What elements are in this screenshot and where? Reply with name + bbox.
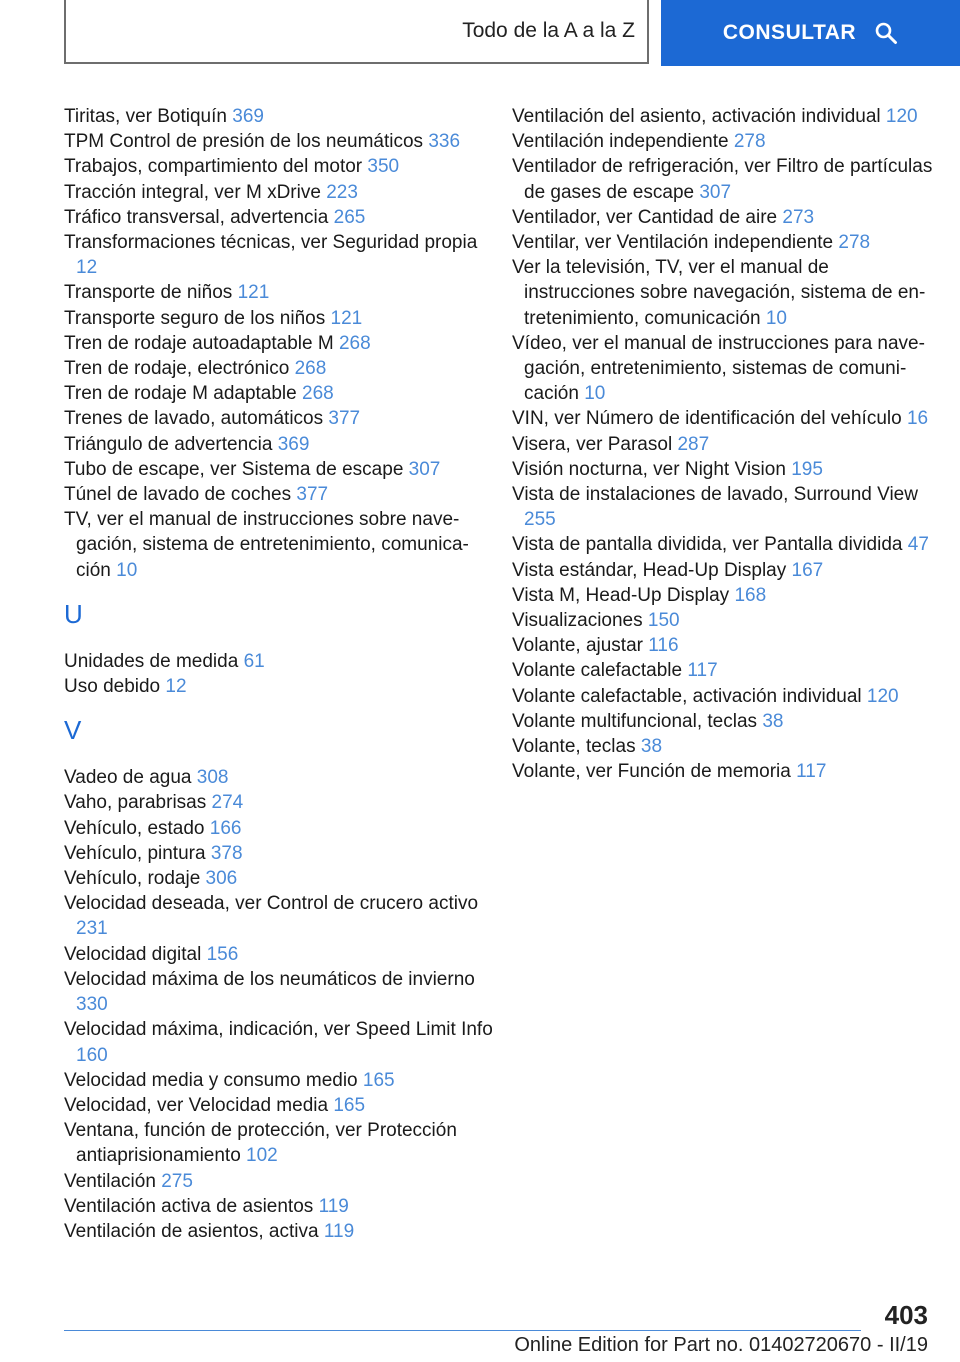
index-entry-page-link[interactable]: 119 [323, 1220, 355, 1242]
index-entry-page-link[interactable]: 377 [328, 408, 361, 430]
index-entry-text: TPM Control de presión de los neumáticos [64, 131, 424, 153]
index-entry-page-link[interactable]: 121 [330, 307, 363, 329]
consult-button[interactable] [661, 0, 960, 66]
index-entry-text: Vehículo, pintura [64, 842, 206, 864]
index-entry-text: Trenes de lavado, automáticos [64, 408, 324, 430]
index-entry-page-link[interactable]: 273 [782, 206, 815, 228]
index-entry [512, 532, 937, 557]
index-entry-page-link[interactable]: 274 [211, 792, 244, 814]
index-entry-page-link[interactable]: 102 [246, 1145, 278, 1167]
index-entry [64, 1093, 494, 1118]
index-entry-page-link[interactable]: 378 [210, 842, 243, 864]
index-entry [64, 507, 494, 583]
index-entry-text: Transporte de niños [64, 282, 233, 304]
section-title-box [64, 0, 649, 64]
index-entry-text: Tráfico transversal, advertencia [64, 206, 329, 228]
index-entry [64, 1068, 494, 1093]
index-entry [512, 759, 937, 784]
footer-edition: Online Edition for Part no. 01402720670 - II/19 [514, 1334, 928, 1356]
index-entry-text: Vista de pantalla dividida, ver Pantalla dividida [512, 534, 903, 556]
index-entry-page-link[interactable]: 223 [326, 181, 358, 203]
index-entry [64, 1118, 494, 1168]
index-entry [64, 790, 494, 815]
index-entry-text: Transformaciones técnicas, ver Seguridad propia [64, 232, 478, 254]
index-entry [512, 734, 937, 759]
index-entry-page-link[interactable]: 156 [206, 943, 239, 965]
index-entry-text: Ventilador, ver Cantidad de aire [512, 206, 778, 228]
index-entry-text: Ventilar, ver Ventilación independiente [512, 232, 834, 254]
index-entry-text: Volante calefactable [512, 660, 683, 682]
index-entry [512, 432, 937, 457]
index-entry-page-link[interactable]: 10 [765, 307, 787, 329]
index-entry-page-link[interactable]: 120 [885, 106, 918, 127]
index-entry-text: Visera, ver Parasol [512, 433, 673, 455]
index-entry-page-link[interactable]: 255 [524, 509, 556, 531]
index-entry-text: Volante multifuncional, teclas [512, 710, 758, 732]
index-entry-page-link[interactable]: 120 [866, 685, 899, 707]
index-entry [64, 457, 494, 482]
index-entry [64, 381, 494, 406]
index-entry-text: Volante, ver Función de memoria [512, 761, 791, 783]
index-entry [512, 331, 937, 407]
index-entry-page-link[interactable]: 47 [907, 534, 929, 556]
index-entry [64, 205, 494, 230]
index-entry [64, 1169, 494, 1194]
index-entry-page-link[interactable]: 168 [734, 584, 767, 606]
index-entry-page-link[interactable]: 268 [294, 358, 327, 380]
index-entry-page-link[interactable]: 12 [165, 676, 187, 698]
index-entry-page-link[interactable]: 16 [906, 408, 929, 430]
index-entry-text: Tren de rodaje autoadaptable M [64, 332, 334, 354]
index-entry-page-link[interactable]: 350 [367, 156, 400, 178]
index-entry-text: Velocidad máxima, indicación, ver Speed Limit Info [64, 1019, 493, 1041]
index-entry-page-link[interactable]: 117 [687, 660, 718, 682]
index-entry-text: Vadeo de agua [64, 767, 192, 789]
index-entry-page-link[interactable]: 306 [205, 868, 238, 890]
index-entry-text: Volante, ajustar [512, 635, 643, 657]
index-entry-text: Túnel de lavado de coches [64, 484, 292, 506]
index-entry [64, 841, 494, 866]
index-entry [512, 709, 937, 734]
index-entry [512, 684, 937, 709]
index-entry-text: Velocidad máxima de los neumáticos de invierno [64, 968, 475, 990]
index-entry [512, 154, 937, 204]
index-entry-text: Vista M, Head-Up Display [512, 584, 730, 606]
index-entry [64, 816, 494, 841]
index-entry-text: Velocidad deseada, ver Control de crucero activo [64, 893, 479, 915]
index-entry-text: Tracción integral, ver M xDrive [64, 181, 321, 203]
index-entry-text: Vehículo, estado [64, 817, 205, 839]
index-entry [64, 866, 494, 891]
index-entry-page-link[interactable]: 12 [76, 257, 98, 279]
index-entry-page-link[interactable]: 268 [338, 332, 371, 354]
index-entry-text: Velocidad media y consumo medio [64, 1069, 358, 1091]
index-entry-page-link[interactable]: 150 [647, 610, 680, 632]
index-letter-heading: U [64, 598, 83, 629]
index-entry-page-link[interactable]: 167 [791, 559, 824, 581]
index-entry-text: Trabajos, compartimiento del motor [64, 156, 363, 178]
index-entry-page-link[interactable]: 330 [76, 994, 108, 1016]
index-entry [64, 180, 494, 205]
index-entry-text: Unidades de medida [64, 650, 239, 672]
index-entry [64, 406, 494, 431]
index-entry-page-link[interactable]: 369 [277, 433, 310, 455]
index-entry [64, 230, 494, 280]
index-entry-page-link[interactable]: 307 [408, 458, 441, 480]
index-entry [64, 280, 494, 305]
index-entry-page-link[interactable]: 38 [762, 710, 784, 732]
index-entry [64, 1219, 494, 1244]
index-entry [512, 583, 937, 608]
index-entry-page-link[interactable]: 268 [302, 383, 334, 405]
index-entry [64, 129, 494, 154]
index-entry [64, 482, 494, 507]
index-entry [64, 331, 494, 356]
index-entry-text: Volante, teclas [512, 736, 636, 758]
index-column-left [64, 104, 494, 1244]
index-entry-text: Velocidad, ver Velocidad media [64, 1094, 329, 1116]
index-entry-page-link[interactable]: 10 [116, 559, 138, 581]
index-entry-page-link[interactable]: 369 [232, 106, 264, 127]
index-entry-text: Triángulo de advertencia [64, 433, 273, 455]
index-entry-page-link[interactable]: 10 [584, 383, 606, 405]
index-entry [64, 942, 494, 967]
index-entry-text: Transporte seguro de los niños [64, 307, 326, 329]
index-entry-text: Uso debido [64, 676, 161, 698]
index-entry [512, 482, 937, 532]
index-entry-text: Tren de rodaje, electrónico [64, 358, 290, 380]
index-entry [64, 432, 494, 457]
index-entry [64, 154, 494, 179]
index-entry-text: Visión nocturna, ver Night Vision [512, 458, 786, 480]
index-entry-page-link[interactable]: 117 [796, 761, 827, 783]
index-entry-page-link[interactable]: 231 [76, 918, 108, 940]
index-entry-text: Vista estándar, Head-Up Display [512, 559, 787, 581]
index-entry [64, 104, 494, 129]
index-entry [64, 356, 494, 381]
index-entry-page-link[interactable]: 278 [838, 232, 871, 254]
index-entry [512, 255, 937, 331]
index-entry-text: Ventilador de refrigeración, ver Filtro de partículas de gases de escape [512, 156, 933, 203]
index-entry-page-link[interactable]: 275 [161, 1170, 193, 1192]
index-entry-page-link[interactable]: 165 [362, 1069, 395, 1091]
index-entry-text: Tubo de escape, ver Sistema de escape [64, 458, 404, 480]
index-entry-page-link[interactable]: 61 [243, 650, 265, 672]
index-entry-page-link[interactable]: 278 [733, 131, 766, 153]
index-entry-page-link[interactable]: 308 [196, 767, 229, 789]
index-entry-text: Vaho, parabrisas [64, 792, 207, 814]
index-entry [64, 765, 494, 790]
index-entry-text: Velocidad digital [64, 943, 202, 965]
index-entry [512, 658, 937, 683]
section-title: Todo de la A a la Z [462, 19, 635, 42]
index-entry-page-link[interactable]: 287 [677, 433, 710, 455]
index-entry-text: VIN, ver Número de identificación del vehículo [512, 408, 902, 430]
index-entry-page-link[interactable]: 121 [237, 282, 270, 304]
index-entry [512, 129, 937, 154]
index-entry-text: Tren de rodaje M adaptable [64, 383, 297, 405]
footer-divider [64, 1330, 861, 1331]
index-entry-page-link[interactable]: 336 [428, 131, 461, 153]
index-entry-text: Ventilación de asientos, activa [64, 1220, 319, 1242]
index-entry [512, 558, 937, 583]
index-entry [64, 1017, 494, 1067]
index-entry-page-link[interactable]: 119 [318, 1195, 349, 1217]
index-entry-text: Volante calefactable, activación individual [512, 685, 862, 707]
index-entry [512, 633, 937, 658]
index-entry-text: Ventilación independiente [512, 131, 729, 153]
index-entry [512, 608, 937, 633]
index-entry-text: Vídeo, ver el manual de instrucciones para navegación, entretenimiento, sistemas de comunicación [512, 332, 925, 405]
index-entry [512, 104, 937, 129]
index-entry [64, 674, 494, 699]
search-icon [874, 21, 898, 45]
index-entry [512, 205, 937, 230]
index-entry [64, 891, 494, 941]
index-entry-page-link[interactable]: 38 [640, 736, 663, 758]
index-entry-text: Ver la televisión, TV, ver el manual de instrucciones sobre navegación, sistema de entretenimiento, comunicación [512, 257, 926, 329]
index-entry [512, 230, 937, 255]
index-entry-text: Ventilación activa de asientos [64, 1195, 314, 1217]
page-number: 403 [884, 1300, 928, 1330]
index-entry [64, 1194, 494, 1219]
index-entry [64, 967, 494, 1017]
index-entry-page-link[interactable]: 377 [296, 484, 329, 506]
consult-button-label: CONSULTAR [722, 21, 857, 44]
index-entry-text: Vista de instalaciones de lavado, Surround View [512, 484, 918, 506]
index-entry-text: TV, ver el manual de instrucciones sobre navegación, sistema de entretenimiento, comunicación [64, 509, 469, 581]
index-entry [512, 406, 937, 431]
index-entry [64, 649, 494, 674]
index-letter-heading: V [64, 715, 82, 746]
index-entry-page-link[interactable]: 265 [333, 206, 366, 228]
index-entry-page-link[interactable]: 165 [333, 1094, 366, 1116]
index-entry-text: Ventilación del asiento, activación individual [512, 106, 881, 127]
index-entry-page-link[interactable]: 160 [76, 1044, 108, 1066]
index-entry-page-link[interactable]: 166 [209, 817, 242, 839]
index-entry-text: Ventilación [64, 1170, 156, 1192]
index-entry [64, 306, 494, 331]
index-entry-text: Vehículo, rodaje [64, 868, 201, 890]
index-entry-text: Ventana, función de protección, ver Protección antiaprisionamiento [64, 1120, 457, 1167]
index-entry-page-link[interactable]: 195 [791, 458, 823, 480]
index-entry-text: Visualizaciones [512, 610, 643, 632]
index-entry-text: Tiritas, ver Botiquín [64, 106, 227, 127]
index-entry-page-link[interactable]: 116 [648, 635, 679, 657]
index-entry-page-link[interactable]: 307 [699, 181, 732, 203]
index-column-right [512, 104, 937, 784]
index-entry [512, 457, 937, 482]
